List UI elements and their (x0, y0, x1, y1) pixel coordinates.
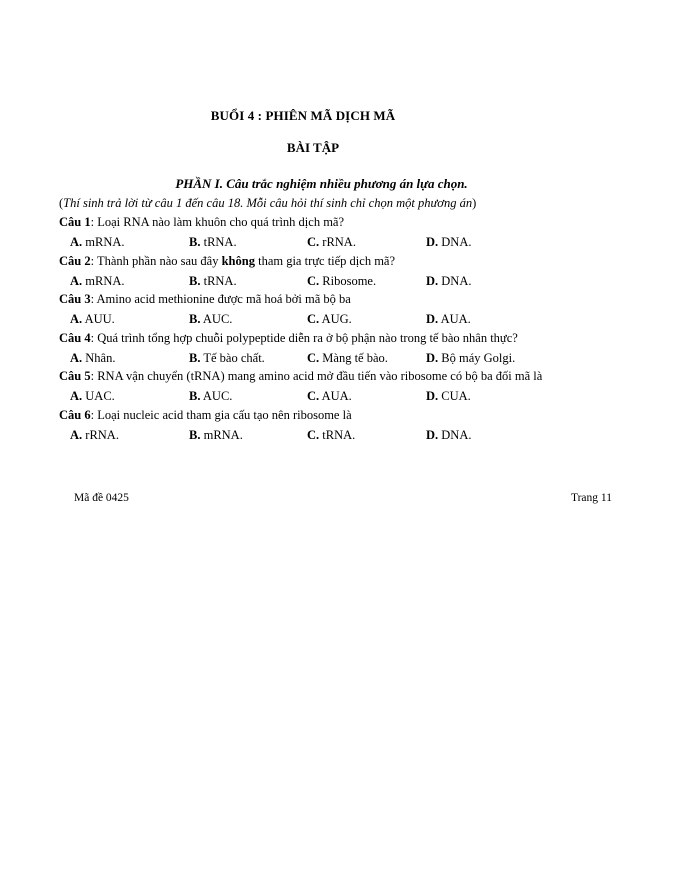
option-letter: A. (70, 312, 83, 326)
option-letter: A. (70, 427, 83, 442)
question-text: : Loại nucleic acid tham gia cấu tạo nên ribosome là (90, 407, 352, 422)
question-label: Câu 2 (59, 253, 91, 268)
option-letter: A. (70, 350, 83, 365)
question-stem (59, 214, 344, 230)
question-list (59, 214, 639, 445)
option-text: rRNA. (82, 427, 119, 442)
option-letter: B. (189, 312, 201, 326)
instruction-close-paren: ) (472, 196, 477, 210)
option-text: AUU. (82, 312, 115, 326)
option-letter: C. (307, 427, 320, 442)
option-b[interactable] (189, 273, 237, 289)
question-text: : Quá trình tổng hợp chuỗi polypeptide diễn ra ở bộ phận nào trong tế bào nhân thực? (90, 330, 518, 345)
option-text: DNA. (438, 427, 472, 442)
question-text: : Loại RNA nào làm khuôn cho quá trình dịch mã? (90, 215, 345, 229)
option-letter: B. (189, 273, 201, 288)
exam-code: Mã đề 0425 (74, 492, 129, 504)
question-stem (59, 253, 395, 269)
option-row (59, 311, 639, 327)
question-5 (59, 368, 639, 407)
option-text: tRNA. (319, 427, 356, 442)
option-text: AUC. (200, 312, 233, 326)
option-letter: A. (70, 235, 83, 249)
option-letter: D. (426, 427, 439, 442)
question-text: : Amino acid methionine được mã hoá bởi mã bộ ba (90, 292, 351, 306)
option-text: UAC. (82, 389, 115, 403)
option-text: Nhân. (82, 350, 116, 365)
option-b[interactable] (189, 311, 232, 327)
option-row (59, 427, 639, 443)
option-letter: D. (426, 235, 439, 249)
question-label: Câu 3 (59, 292, 91, 306)
option-letter: C. (307, 350, 320, 365)
option-text: tRNA. (200, 235, 237, 249)
option-letter: C. (307, 389, 320, 403)
option-letter: B. (189, 427, 201, 442)
option-row (59, 388, 639, 404)
option-a[interactable] (70, 427, 119, 443)
option-text: AUG. (319, 312, 352, 326)
page-number: Trang 11 (570, 492, 612, 504)
option-b[interactable] (189, 234, 237, 250)
option-row (59, 273, 639, 289)
question-1 (59, 214, 639, 253)
option-text: mRNA. (200, 427, 243, 442)
option-letter: D. (426, 312, 439, 326)
option-text: DNA. (438, 273, 472, 288)
option-d[interactable] (426, 388, 471, 404)
option-d[interactable] (426, 234, 472, 250)
question-stem (59, 330, 518, 346)
question-text-after: tham gia trực tiếp dịch mã? (254, 253, 396, 268)
option-a[interactable] (70, 234, 125, 250)
option-letter: D. (426, 389, 439, 403)
option-letter: A. (70, 273, 83, 288)
page-title: BUỔI 4 : PHIÊN MÃ DỊCH MÃ (210, 108, 396, 123)
question-2 (59, 253, 639, 292)
option-text: CUA. (438, 389, 471, 403)
option-text: Bộ máy Golgi. (438, 350, 516, 365)
instruction-text: Thí sinh trả lời từ câu 1 đến câu 18. Mỗi câu hỏi thí sinh chỉ chọn một phương án (63, 196, 473, 210)
option-text: Ribosome. (319, 273, 377, 288)
instruction-open-paren: ( (59, 196, 64, 210)
option-a[interactable] (70, 311, 115, 327)
option-letter: C. (307, 312, 320, 326)
option-b[interactable] (189, 350, 265, 366)
option-a[interactable] (70, 388, 115, 404)
option-text: Màng tế bào. (319, 350, 388, 365)
question-stem (59, 407, 352, 423)
question-6 (59, 407, 639, 446)
question-label: Câu 6 (59, 407, 91, 422)
option-d[interactable] (426, 350, 515, 366)
question-emphasis: không (221, 253, 255, 268)
option-c[interactable] (307, 273, 376, 289)
option-letter: A. (70, 389, 83, 403)
option-row (59, 234, 639, 250)
option-letter: D. (426, 350, 439, 365)
option-a[interactable] (70, 350, 115, 366)
option-letter: B. (189, 350, 201, 365)
option-text: DNA. (438, 235, 472, 249)
section-title: BÀI TẬP (286, 140, 340, 155)
instruction (59, 196, 476, 211)
question-label: Câu 4 (59, 330, 91, 345)
question-stem (59, 291, 351, 307)
option-d[interactable] (426, 311, 471, 327)
option-letter: C. (307, 273, 320, 288)
option-d[interactable] (426, 273, 472, 289)
option-text: mRNA. (82, 235, 125, 249)
option-text: AUC. (200, 389, 233, 403)
question-label: Câu 1 (59, 215, 91, 229)
option-c[interactable] (307, 350, 388, 366)
option-a[interactable] (70, 273, 125, 289)
question-stem (59, 368, 542, 384)
option-letter: D. (426, 273, 439, 288)
option-d[interactable] (426, 427, 472, 443)
option-text: AUA. (438, 312, 471, 326)
question-label: Câu 5 (59, 369, 91, 383)
option-c[interactable] (307, 388, 352, 404)
option-row (59, 350, 639, 366)
option-c[interactable] (307, 311, 352, 327)
question-4 (59, 330, 639, 369)
option-b[interactable] (189, 388, 232, 404)
option-text: Tế bào chất. (200, 350, 265, 365)
part-heading: PHẦN I. Câu trắc nghiệm nhiều phương án lựa chọn. (175, 176, 468, 191)
option-c[interactable] (307, 234, 356, 250)
option-b[interactable] (189, 427, 243, 443)
option-text: mRNA. (82, 273, 125, 288)
option-text: tRNA. (200, 273, 237, 288)
question-text: : RNA vận chuyển (tRNA) mang amino acid mở đầu tiến vào ribosome có bộ ba đối mã là (90, 369, 543, 383)
option-c[interactable] (307, 427, 355, 443)
option-text: rRNA. (319, 235, 356, 249)
option-letter: C. (307, 235, 320, 249)
question-3 (59, 291, 639, 330)
question-text: : Thành phần nào sau đây (90, 253, 222, 268)
option-letter: B. (189, 389, 201, 403)
option-letter: B. (189, 235, 201, 249)
option-text: AUA. (319, 389, 352, 403)
